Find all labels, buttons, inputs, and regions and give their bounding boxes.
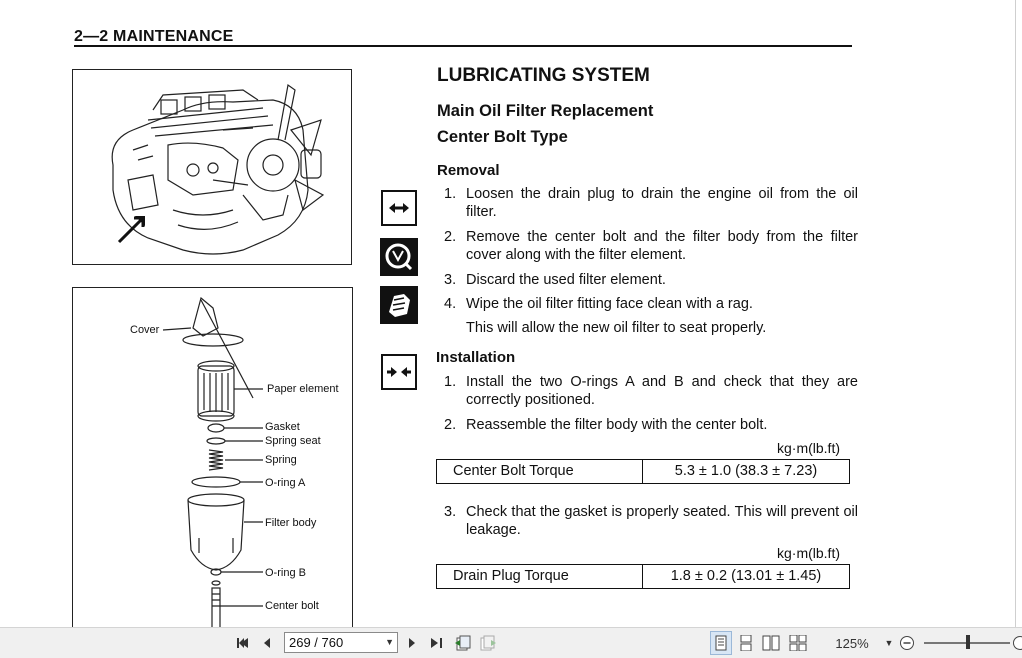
installation-step-1 [444, 373, 858, 411]
label-oring-a: O-ring A [265, 477, 306, 489]
removal-step-2 [444, 228, 858, 266]
zoom-slider[interactable] [920, 628, 1012, 658]
torque-unit-1: kg·m(lb.ft) [777, 440, 840, 456]
engine-figure [72, 69, 352, 265]
installation-step-3 [444, 503, 858, 541]
engine-illustration [73, 70, 351, 264]
label-cover: Cover [130, 324, 160, 336]
removal-step-1 [444, 185, 858, 223]
continuous-facing-icon[interactable] [787, 628, 809, 658]
section-header: 2—2 MAINTENANCE [74, 28, 234, 45]
center-bolt-torque-table [436, 459, 850, 484]
torque-label: Center Bolt Torque [437, 460, 643, 483]
first-page-icon[interactable] [234, 628, 252, 658]
last-page-icon[interactable] [427, 628, 445, 658]
next-page-icon[interactable] [403, 628, 421, 658]
step-number: 3. [444, 504, 457, 520]
torque-unit-2: kg·m(lb.ft) [777, 545, 840, 561]
torque-value: 5.3 ± 1.0 (38.3 ± 7.23) [674, 463, 818, 479]
installation-heading: Installation [436, 349, 516, 366]
page-number-input[interactable] [284, 632, 398, 653]
step-number: 3. [444, 272, 457, 288]
step-number: 1. [444, 374, 457, 390]
subtitle-main-oil-filter: Main Oil Filter Replacement [437, 102, 654, 120]
label-oring-b: O-ring B [265, 567, 306, 579]
continuous-icon[interactable] [737, 628, 755, 658]
label-paper-element: Paper element [267, 383, 339, 395]
filter-parts-illustration [73, 288, 352, 627]
torque-label: Drain Plug Torque [437, 565, 643, 588]
step-text: Install the two O-rings A and B and check that they are correctly positioned. [466, 374, 858, 408]
step-number: 1. [444, 186, 457, 202]
zoom-slider-thumb[interactable] [966, 635, 970, 649]
subtitle-center-bolt: Center Bolt Type [437, 128, 568, 146]
label-spring: Spring [265, 454, 297, 466]
previous-view-icon[interactable] [453, 628, 473, 658]
step-text: Reassemble the filter body with the center bolt. [466, 417, 768, 433]
header-rule [74, 45, 852, 47]
viewer-toolbar [0, 627, 1022, 658]
single-page-icon[interactable] [710, 631, 732, 655]
step-number: 2. [444, 417, 457, 433]
step-text: Remove the center bolt and the filter body from the filter cover along with the filter element. [466, 229, 858, 263]
zoom-out-icon[interactable] [898, 628, 916, 658]
clean-wipe-icon [380, 286, 418, 324]
step-text: Loosen the drain plug to drain the engine oil from the oil filter. [466, 186, 858, 220]
removal-heading: Removal [437, 162, 500, 179]
torque-value: 1.8 ± 0.2 (13.01 ± 1.45) [670, 568, 822, 584]
page-number-value: 269 / 760 [289, 635, 344, 650]
zoom-in-icon[interactable] [1012, 628, 1022, 658]
step-text: Wipe the oil filter fitting face clean with a rag. [466, 296, 753, 312]
step-number: 2. [444, 229, 457, 245]
page-dropdown-icon[interactable]: ▼ [385, 637, 394, 647]
removal-step-3 [444, 271, 858, 291]
next-view-icon[interactable] [478, 628, 498, 658]
zoom-level[interactable]: 125% [835, 635, 869, 651]
removal-note: This will allow the new oil filter to seat properly. [466, 320, 767, 336]
removal-arrows-icon [381, 190, 417, 226]
step-text: Discard the used filter element. [466, 272, 666, 288]
installation-arrows-icon [381, 354, 417, 390]
drain-plug-torque-table [436, 564, 850, 589]
filter-exploded-figure [72, 287, 353, 627]
facing-icon[interactable] [760, 628, 782, 658]
prev-page-icon[interactable] [258, 628, 276, 658]
page-edge [1015, 0, 1016, 627]
label-filter-body: Filter body [265, 517, 317, 529]
inspect-icon [380, 238, 418, 276]
installation-step-2 [444, 416, 858, 436]
step-number: 4. [444, 296, 457, 312]
step-text: Check that the gasket is properly seated. This will prevent oil leakage. [466, 504, 858, 538]
label-center-bolt: Center bolt [265, 600, 319, 612]
removal-step-4 [444, 295, 858, 315]
label-spring-seat: Spring seat [265, 435, 321, 447]
zoom-dropdown-icon[interactable]: ▼ [884, 638, 894, 648]
page-title: LUBRICATING SYSTEM [437, 65, 650, 86]
label-gasket: Gasket [265, 421, 300, 433]
